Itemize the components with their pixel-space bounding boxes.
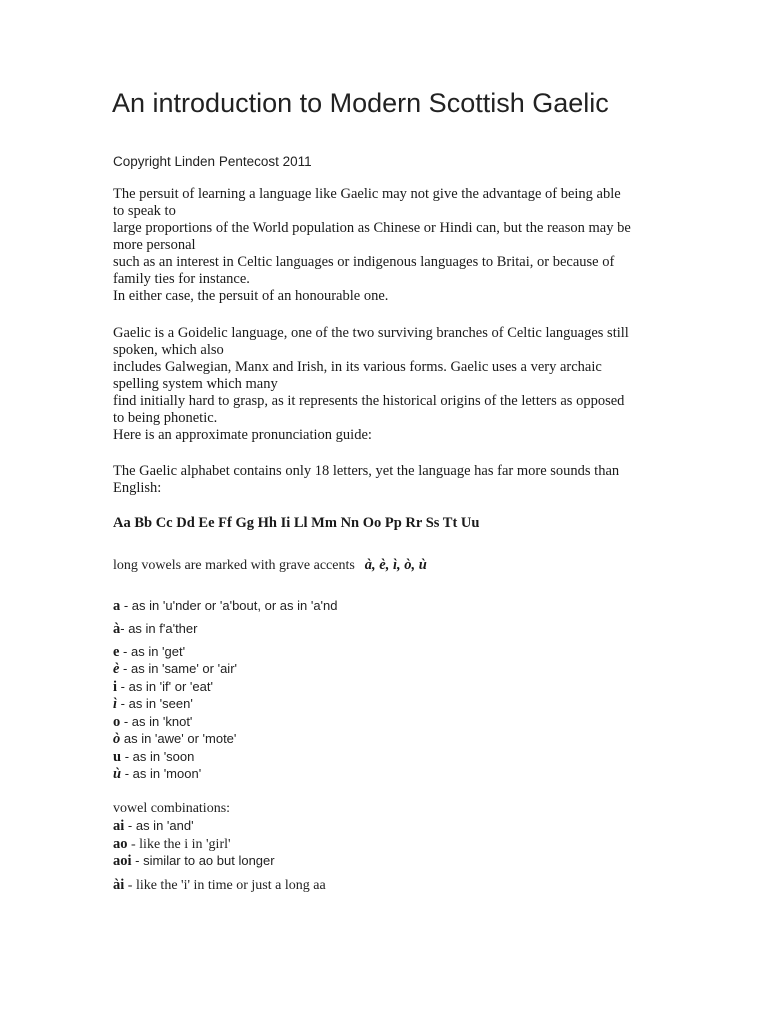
vowel-entry (113, 713, 192, 731)
combination-entry (113, 852, 275, 870)
long-vowels-text: long vowels are marked with grave accents (113, 558, 355, 573)
document-title: An introduction to Modern Scottish Gaelic (112, 88, 609, 118)
vowel-key: è (113, 661, 120, 677)
vowel-key: o (113, 714, 121, 730)
gaelic-line: includes Galwegian, Manx and Irish, in its various forms. Gaelic uses a very archaic (113, 359, 602, 375)
vowel-entry (113, 620, 197, 638)
combination-key: aoi (113, 853, 132, 869)
vowel-entry (113, 660, 237, 678)
gaelic-line: spelling system which many (113, 376, 278, 392)
vowel-key: i (113, 679, 118, 695)
vowel-entry (113, 643, 185, 661)
vowel-entry (113, 678, 213, 696)
vowel-key: e (113, 644, 120, 660)
vowel-entry (113, 730, 236, 748)
vowel-key: ì (113, 696, 118, 712)
alphabet-list: Aa Bb Cc Dd Ee Ff Gg Hh Ii Ll Mm Nn Oo Pp Rr Ss Tt Uu (113, 515, 480, 531)
intro-line: large proportions of the World population as Chinese or Hindi can, but the reason may be (113, 220, 631, 236)
vowel-desc: - as in 'if' or 'eat' (117, 679, 213, 694)
alphabet-intro-line: English: (113, 480, 162, 496)
vowel-key: ù (113, 766, 122, 782)
intro-line: more personal (113, 237, 196, 253)
intro-line: The persuit of learning a language like Gaelic may not give the advantage of being able (113, 186, 621, 202)
combination-desc: - as in 'and' (124, 818, 194, 833)
gaelic-paragraph (113, 325, 658, 444)
intro-line: family ties for instance. (113, 271, 250, 287)
combination-key: ai (113, 818, 125, 834)
gaelic-line: spoken, which also (113, 342, 224, 358)
combination-key: ao (113, 836, 128, 852)
vowel-entry (113, 695, 193, 713)
intro-paragraph (113, 186, 658, 305)
vowel-desc: - as in 'same' or 'air' (119, 661, 238, 676)
vowel-entry (113, 765, 201, 783)
combination-entry (113, 817, 194, 835)
vowel-key: a (113, 598, 121, 614)
intro-line: such as an interest in Celtic languages or indigenous languages to Britai, or because of (113, 254, 615, 270)
vowel-desc: - as in 'knot' (120, 714, 193, 729)
vowel-key: u (113, 749, 122, 765)
vowel-desc: - as in 'get' (119, 644, 186, 659)
intro-line: In either case, the persuit of an honourable one. (113, 288, 389, 304)
alphabet-intro-line: The Gaelic alphabet contains only 18 letters, yet the language has far more sounds than (113, 463, 620, 479)
vowel-desc: - as in f'a'ther (120, 621, 198, 636)
vowel-desc: - as in 'u'nder or 'a'bout, or as in 'a'nd (120, 598, 338, 613)
long-vowels-line (113, 556, 427, 574)
gaelic-line: Here is an approximate pronunciation guide: (113, 427, 372, 443)
combination-desc: - similar to ao but longer (131, 853, 275, 868)
vowel-desc: as in 'awe' or 'mote' (120, 731, 237, 746)
combination-key: ài (113, 877, 125, 893)
combinations-heading: vowel combinations: (113, 801, 231, 816)
gaelic-line: Gaelic is a Goidelic language, one of the two surviving branches of Celtic languages still (113, 325, 629, 341)
vowel-desc: - as in 'seen' (117, 696, 193, 711)
vowel-entry (113, 597, 338, 615)
copyright-line: Copyright Linden Pentecost 2011 (113, 154, 312, 169)
long-vowels-accents: à, è, ì, ò, ù (364, 557, 427, 573)
intro-line: to speak to (113, 203, 176, 219)
combination-entry (113, 835, 231, 853)
vowel-key: à (113, 621, 121, 637)
vowel-desc: - as in 'moon' (121, 766, 202, 781)
combination-entry (113, 876, 326, 894)
combination-desc: - like the 'i' in time or just a long aa (124, 878, 326, 893)
gaelic-line: to being phonetic. (113, 410, 218, 426)
combination-desc: - like the i in 'girl' (127, 837, 231, 852)
vowel-desc: - as in 'soon (121, 749, 195, 764)
alphabet-intro-paragraph (113, 463, 658, 497)
gaelic-line: find initially hard to grasp, as it represents the historical origins of the letters as opposed (113, 393, 625, 409)
vowel-key: ò (113, 731, 121, 747)
vowel-entry (113, 748, 194, 766)
